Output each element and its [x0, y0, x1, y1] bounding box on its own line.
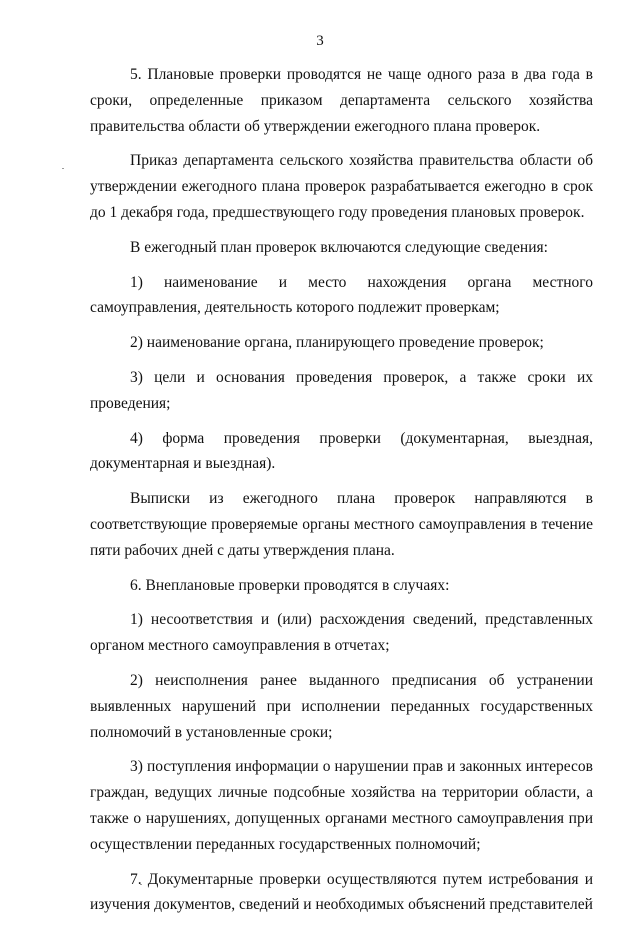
paragraph-plan-inspections-frequency: 5. Плановые проверки проводятся не чаще одного раза в два года в сроки, определенные приказом департамента сельского хозяйства правительства области об утверждении ежегодного плана проверок.: [90, 66, 593, 135]
list-item-plan-2: 2) наименование органа, планирующего проведение проверок;: [130, 334, 544, 352]
list-item-unscheduled-3: 3) поступления информации о нарушении прав и законных интересов граждан, ведущих личные подсобные хозяйства на территории области, а также о нарушениях, допущенных органами местного самоуправления при осуществлении переданных государственных полномочий;: [90, 758, 593, 853]
paragraph-plan-order: Приказ департамента сельского хозяйства правительства области об утверждении ежегодного плана проверок разрабатывается ежегодно в срок до 1 декабря года, предшествующего году проведения плановых проверок.: [90, 152, 593, 221]
paragraph-documentary-inspections: 7. Документарные проверки осуществляются путем истребования и изучения документов, сведений и необходимых объяснений представителей: [90, 870, 593, 914]
list-item-plan-4: 4) форма проведения проверки (документарная, выездная, документарная и выездная).: [90, 429, 593, 473]
scan-mark-left: [62, 168, 64, 169]
paragraph-plan-extracts: Выписки из ежегодного плана проверок направляются в соответствующие проверяемые органы местного самоуправления в течение пяти рабочих дней с даты утверждения плана.: [90, 490, 593, 559]
paragraph-unscheduled-intro: 6. Внеплановые проверки проводятся в случаях:: [130, 576, 450, 594]
list-item-plan-1: 1) наименование и место нахождения органа местного самоуправления, деятельность которого подлежит проверкам;: [90, 273, 593, 317]
list-item-unscheduled-1: 1) несоответствия и (или) расхождения сведений, представленных органом местного самоуправления в отчетах;: [90, 611, 593, 655]
page-number: 3: [316, 33, 324, 49]
list-item-plan-3: 3) цели и основания проведения проверок, а также сроки их проведения;: [90, 368, 593, 412]
list-item-unscheduled-2: 2) неисполнения ранее выданного предписания об устранении выявленных нарушений при исполнении переданных государственных полномочий в установленные сроки;: [90, 671, 593, 741]
document-body: [90, 62, 593, 927]
paragraph-plan-contents-intro: В ежегодный план проверок включаются следующие сведения:: [130, 238, 548, 256]
